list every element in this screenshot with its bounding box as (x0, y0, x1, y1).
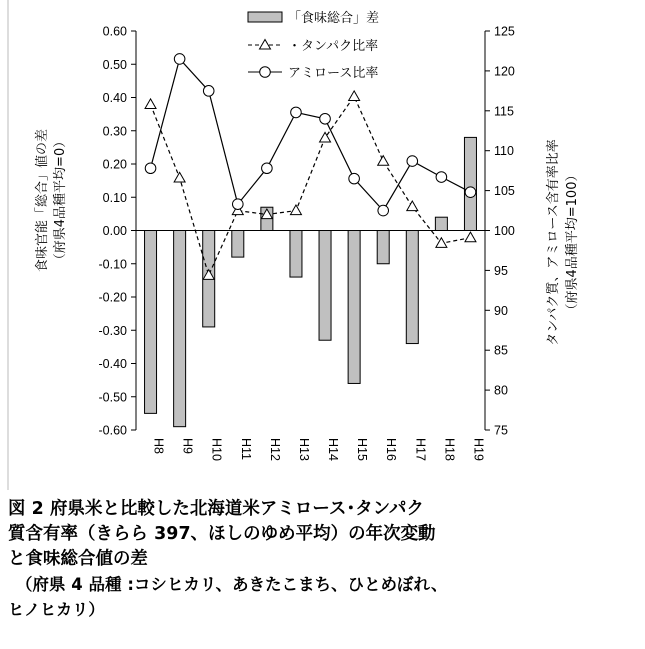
x-tick-label: H9 (180, 438, 195, 454)
circle-marker-H19 (465, 187, 476, 198)
circle-marker-H8 (145, 163, 156, 174)
left-tick-label: -0.50 (98, 390, 127, 405)
x-tick-label: H15 (355, 438, 370, 461)
bar-H8 (145, 231, 157, 414)
left-tick-label: 0.60 (102, 24, 127, 39)
left-tick-label: -0.60 (98, 423, 127, 438)
legend-bar-swatch (248, 12, 282, 22)
x-tick-label: H12 (267, 438, 282, 461)
triangle-marker-H9 (174, 172, 185, 182)
circle-marker-H12 (262, 163, 273, 174)
series-line-protein (151, 96, 471, 275)
x-tick-label: H14 (326, 438, 341, 461)
right-tick-label: 110 (494, 144, 514, 159)
left-tick-label: -0.10 (98, 257, 127, 272)
x-tick-label: H17 (413, 438, 428, 461)
caption-line-3: と食味総合値の差 (8, 549, 148, 569)
left-tick-label: 0.40 (102, 91, 127, 105)
legend-label-protein: ・タンパク比率 (288, 39, 379, 54)
circle-marker-H18 (436, 172, 447, 183)
right-tick-label: 80 (494, 383, 508, 398)
right-tick-label: 75 (494, 423, 508, 438)
right-tick-label: 105 (494, 184, 515, 199)
right-tick-label: 90 (494, 303, 508, 318)
legend-circle-marker (260, 67, 271, 78)
x-tick-label: H19 (471, 438, 486, 461)
circle-marker-H14 (320, 113, 331, 124)
caption-line-1: 図 2 府県米と比較した北海道米アミロース･タンパク (8, 499, 425, 519)
triangle-marker-H15 (349, 91, 360, 101)
bar-H9 (174, 231, 186, 427)
circle-marker-H15 (349, 173, 360, 184)
circle-marker-H13 (291, 107, 302, 118)
left-tick-label: -0.20 (98, 290, 127, 305)
left-tick-label: 0.30 (102, 124, 127, 139)
triangle-marker-H14 (320, 132, 331, 142)
x-tick-label: H13 (296, 438, 311, 461)
left-tick-label: 0.10 (102, 190, 127, 205)
bar-H14 (319, 231, 331, 341)
circle-marker-H10 (203, 86, 214, 97)
right-tick-label: 120 (494, 64, 515, 79)
legend-label-bar: 「食味総合」差 (288, 11, 380, 26)
triangle-marker-H16 (378, 156, 389, 166)
bar-H15 (348, 231, 360, 384)
left-tick-label: 0.20 (102, 157, 127, 172)
legend-triangle-marker (260, 40, 271, 50)
bar-H17 (406, 231, 418, 344)
bar-H19 (464, 137, 476, 230)
right-tick-label: 125 (494, 24, 515, 39)
circle-marker-H16 (378, 205, 389, 216)
circle-marker-H11 (232, 199, 243, 210)
left-axis-title: 食味官能「総合」値の差 (35, 128, 50, 273)
caption-line-4: （府県 4 品種 :コシヒカリ、あきたこまち、ひとめぼれ、 (16, 575, 448, 594)
x-tick-label: H10 (209, 438, 224, 461)
caption-line-5: ヒノヒカリ） (8, 600, 105, 619)
circle-marker-H17 (407, 156, 418, 167)
right-axis-title: タンパク質、アミロース含有率比率 (546, 139, 561, 346)
circle-marker-H9 (174, 54, 185, 65)
right-tick-label: 100 (494, 224, 515, 238)
right-tick-label: 85 (494, 343, 508, 358)
series-line-amylose (151, 59, 471, 211)
bar-H13 (290, 231, 302, 278)
right-tick-label: 95 (494, 263, 508, 278)
x-tick-label: H8 (151, 438, 166, 454)
right-axis-subtitle: （府県4品種平均=100） (565, 168, 580, 317)
x-tick-label: H11 (238, 438, 253, 461)
x-tick-label: H18 (442, 438, 457, 461)
left-axis-subtitle: （府県4品種平均=0） (53, 134, 68, 267)
left-tick-label: -0.40 (98, 357, 127, 371)
triangle-marker-H19 (465, 232, 476, 242)
left-tick-label: 0.50 (102, 57, 127, 72)
legend-label-amylose: アミロース比率 (288, 66, 379, 81)
triangle-marker-H17 (407, 201, 418, 211)
bar-H18 (435, 217, 447, 230)
left-tick-label: 0.00 (102, 224, 127, 238)
left-tick-label: -0.30 (98, 323, 127, 338)
figure-caption (8, 497, 638, 622)
x-tick-label: H16 (384, 438, 399, 461)
bar-H11 (232, 231, 244, 258)
triangle-marker-H13 (290, 205, 301, 215)
triangle-marker-H8 (145, 99, 156, 109)
bar-H16 (377, 231, 389, 264)
caption-line-2: 質含有率（きらら 397、ほしのゆめ平均）の年次変動 (8, 524, 436, 544)
right-tick-label: 115 (494, 104, 514, 119)
